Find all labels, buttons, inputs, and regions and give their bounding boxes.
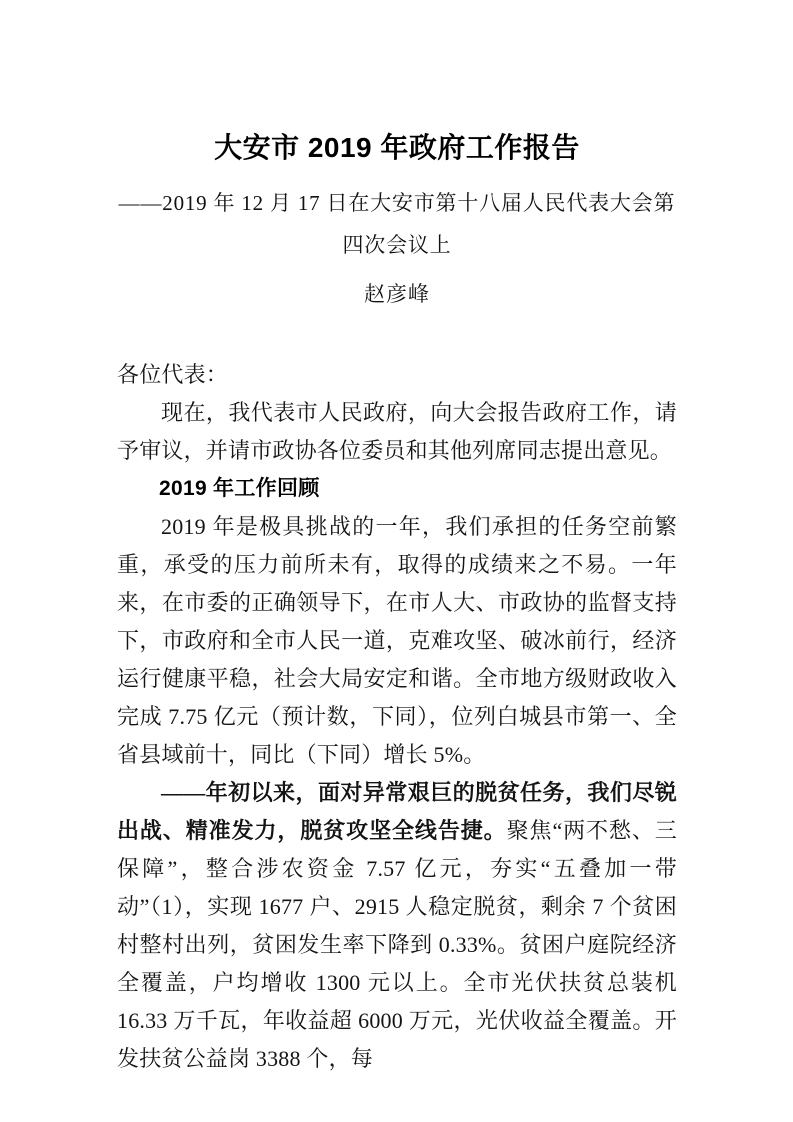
section-heading-2019-review: 2019 年工作回顾 — [159, 477, 320, 500]
document-subtitle: ——2019 年 12 月 17 日在大安市第十八届人民代表大会第四次会议上 — [118, 191, 676, 257]
poverty-paragraph-body: 聚焦“两不愁、三保障”，整合涉农资金 7.57 亿元，夯实“五叠加一带动”（1），实现 1677 户、2915 人稳定脱贫，剩余 7 个贫困村整村出列，贫困发生率下降到 0.33%。贫困户庭院经济全覆盖，户均增收 1300 元以上。全市光伏扶贫总装机 16.33 万千瓦，年收益超 6000 万元，光伏收益全覆盖。开发扶贫公益岗 3388 个，每 — [117, 818, 677, 1071]
review-paragraph: 2019 年是极具挑战的一年，我们承担的任务空前繁重，承受的压力前所未有，取得的成绩来之不易。一年来，在市委的正确领导下，在市人大、市政协的监督支持下，市政府和全市人民一道，克难攻坚、破冰前行，经济运行健康平稳，社会大局安定和谐。全市地方级财政收入完成 7.75 亿元（预计数，下同），位列白城县市第一、全省县域前十，同比（下同）增长 5%。 — [117, 514, 677, 767]
salutation: 各位代表： — [117, 362, 229, 387]
document-content — [117, 0, 677, 1078]
document-author: 赵彦峰 — [364, 282, 430, 306]
poverty-paragraph-bold-lead: ——年初以来，面对异常艰巨的脱贫任务，我们尽锐出战、精准发力，脱贫攻坚全线告捷。 — [117, 780, 677, 843]
document-body — [117, 310, 677, 1078]
page-title: 大安市 2019 年政府工作报告 — [214, 132, 580, 163]
poverty-paragraph — [117, 774, 677, 1078]
opening-paragraph: 现在，我代表市人民政府，向大会报告政府工作，请予审议，并请市政协各位委员和其他列席同志提出意见。 — [117, 400, 677, 463]
